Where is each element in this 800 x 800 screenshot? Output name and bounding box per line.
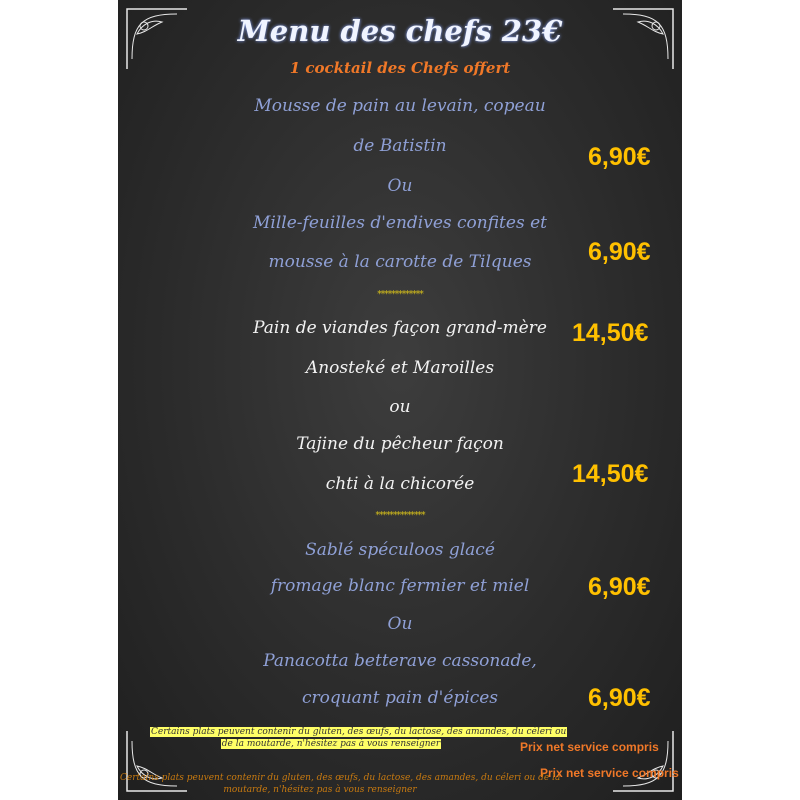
allergen-note-line-1: Certains plats peuvent contenir du gluten, des œufs, du lactose, des amandes, du céleri ou [151,727,567,737]
allergen-note-line-2: de la moutarde, n'hésitez pas à vous renseigner [221,739,441,749]
dessert-or: Ou [387,614,413,634]
entree-1-price: 6,90€ [588,143,651,171]
dessert-2-price: 6,90€ [588,684,651,712]
plat-or: ou [389,397,411,417]
plat-1-line-2: Anosteké et Maroilles [305,358,495,378]
menu-title: Menu des chefs 23€ [237,14,563,48]
plat-1-line-1: Pain de viandes façon grand-mère [253,318,547,338]
separator: ************* [377,290,423,300]
plat-1-price: 14,50€ [572,319,649,347]
entree-2-price: 6,90€ [588,238,651,266]
menu-subtitle: 1 cocktail des Chefs offert [289,59,511,77]
allergen-note [150,726,567,750]
price-note: Prix net service compris [520,740,659,754]
entree-2-line-1: Mille-feuilles d'endives confites et [253,213,547,233]
entree-1-line-2: de Batistin [353,136,447,156]
plat-2-line-1: Tajine du pêcheur façon [296,434,504,454]
plat-2-line-2: chti à la chicorée [325,474,475,494]
price-note-duplicate: Prix net service compris [540,766,679,780]
dessert-1-line-2: fromage blanc fermier et miel [270,576,530,596]
corner-flourish-icon [608,726,678,796]
allergen-note-duplicate [120,772,561,796]
entree-or: Ou [387,176,413,196]
separator: ************** [375,511,425,521]
entree-2-line-2: mousse à la carotte de Tilques [268,252,532,272]
dessert-1-line-1: Sablé spéculoos glacé [305,540,495,560]
dessert-1-price: 6,90€ [588,573,651,601]
entree-1-line-1: Mousse de pain au levain, copeau [254,96,546,116]
dessert-2-line-1: Panacotta betterave cassonade, [263,651,537,671]
dessert-2-line-2: croquant pain d'épices [301,688,499,708]
plat-2-price: 14,50€ [572,460,649,488]
allergen-note2-line-2: moutarde, n'hésitez pas à vous renseigner [223,785,417,795]
allergen-note2-line-1: Certains plats peuvent contenir du gluten, des œufs, du lactose, des amandes, du céleri ou de la [120,773,561,783]
